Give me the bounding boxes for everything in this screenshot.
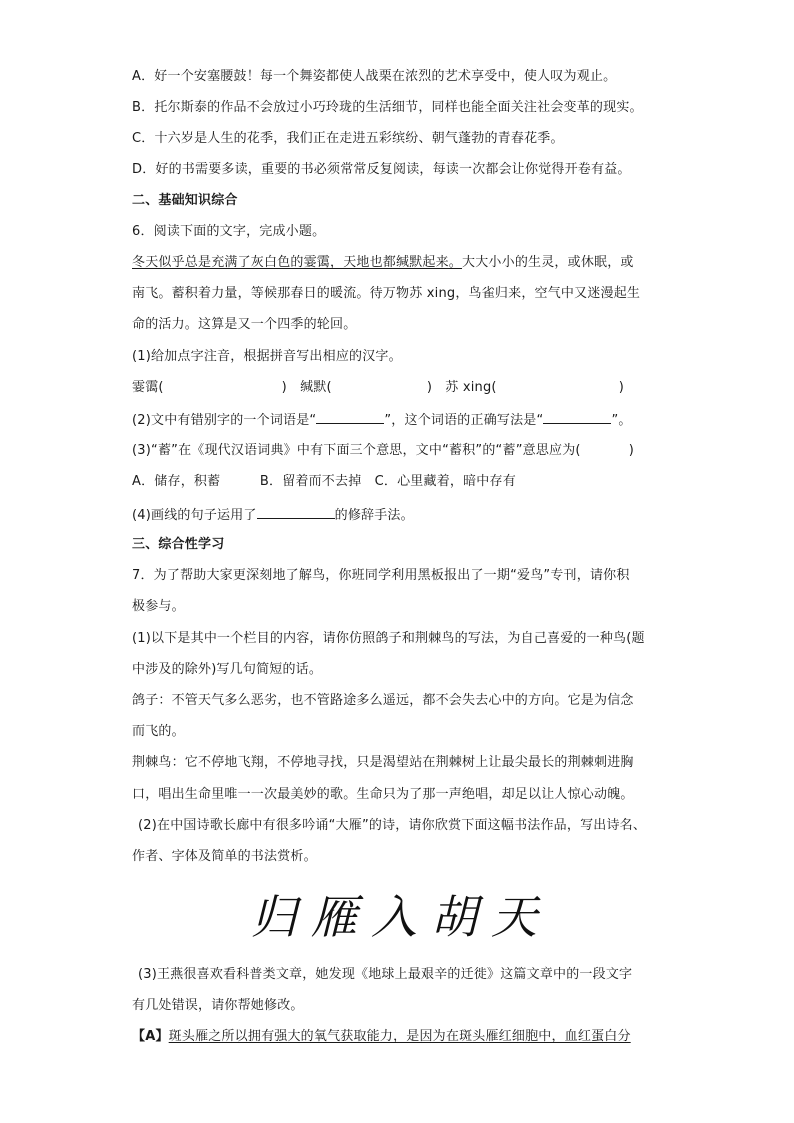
question-7-line-2: 极参与。 — [132, 599, 185, 614]
sub-question-3-close: ) — [628, 443, 634, 458]
option-d: D．好的书需要多读，重要的书必须常常反复阅读，每读一次都会让你觉得开卷有益。 — [132, 162, 631, 177]
sub-question-3-options: A．储存，积蓄 B．留着而不去掉 C．心里藏着，暗中存有 — [132, 474, 516, 489]
answer-blank-correct-word[interactable] — [543, 410, 611, 424]
q7-sub-3-line-2: 有几处错误，请你帮她修改。 — [132, 998, 304, 1013]
q7-sub-3-line-1: (3)王燕很喜欢看科普类文章，她发现《地球上最艰辛的迁徙》这篇文章中的一段文字 — [138, 967, 633, 982]
sub-question-2-part-1: (2)文中有错别字的一个词语是“ — [132, 413, 317, 428]
q7-sub-2-line-1: (2)在中国诗歌长廊中有很多吟诵“大雁”的诗，请你欣赏下面这幅书法作品，写出诗名、 — [138, 818, 647, 833]
question-7-line-1: 7．为了帮助大家更深刻地了解鸟，你班同学利用黑板报出了一期“爱鸟”专刊，请你积 — [132, 568, 630, 583]
answer-blank-wrong-word[interactable] — [316, 410, 384, 424]
underlined-sentence: 冬天似乎总是充满了灰白色的霎霭，天地也都缄默起来。 — [132, 255, 463, 270]
passage-a-tag: 【A】 — [132, 1029, 169, 1044]
passage-line-2: 南飞。蓄积着力量，等候那春日的暖流。待万物苏 xing，鸟雀归来，空气中又迷漫起生 — [132, 286, 641, 301]
passage-line-1-rest: 大大小小的生灵，或休眠，或 — [462, 255, 634, 270]
dove-line-2: 而飞的。 — [132, 724, 185, 739]
sub-question-2 — [132, 410, 672, 430]
sub-question-2-part-3: ”。 — [611, 413, 632, 428]
thornbird-line-2: 口，唱出生命里唯一一次最美妙的歌。生命只为了那一声绝唱，却足以让人惊心动魄。 — [132, 787, 634, 802]
q7-sub-2-line-2: 作者、字体及简单的书法赏析。 — [132, 849, 317, 864]
passage-a-text: 斑头雁之所以拥有强大的氧气获取能力，是因为在斑头雁红细胞中，血红蛋白分 — [168, 1029, 631, 1044]
section-3-heading: 三、综合性学习 — [132, 537, 225, 552]
section-2-heading: 二、基础知识综合 — [132, 193, 238, 208]
sub-question-4 — [132, 505, 672, 525]
calligraphy-text: 归雁入胡天 — [251, 890, 551, 944]
q7-sub-1-line-2: 中涉及的除外)写几句简短的话。 — [132, 662, 323, 677]
word-1: 霎霭( — [132, 380, 164, 395]
question-6-intro: 6．阅读下面的文字，完成小题。 — [132, 224, 326, 239]
word-2: ) 缄默( — [281, 380, 332, 395]
passage-line-3: 命的活力。这算是又一个四季的轮回。 — [132, 317, 357, 332]
passage-a-line — [132, 1028, 672, 1046]
sub-question-4-part-1: (4)画线的句子运用了 — [132, 508, 257, 523]
option-b: B．托尔斯泰的作品不会放过小巧玲珑的生活细节，同样也能全面关注社会变革的现实。 — [132, 100, 643, 115]
sub-question-3-text: (3)“蓄”在《现代汉语词典》中有下面三个意思，文中“蓄积”的“蓄”意思应为( — [132, 443, 581, 458]
option-a: A．好一个安塞腰鼓！每一个舞姿都使人战栗在浓烈的艺术享受中，使人叹为观止。 — [132, 69, 617, 84]
q7-sub-1-line-1: (1)以下是其中一个栏目的内容，请你仿照鸽子和荆棘鸟的写法，为自己喜爱的一种鸟(题 — [132, 631, 645, 646]
pinyin-answer-row — [132, 379, 672, 397]
answer-blank-rhetoric[interactable] — [257, 505, 335, 519]
sub-question-2-part-2: ”，这个词语的正确写法是“ — [384, 413, 544, 428]
sub-question-1: (1)给加点字注音，根据拼音写出相应的汉字。 — [132, 349, 402, 364]
calligraphy-image — [236, 885, 566, 945]
passage-line-1 — [132, 254, 672, 272]
word-3: ) 苏 xing( — [426, 380, 497, 395]
option-c: C．十六岁是人生的花季，我们正在走进五彩缤纷、朝气蓬勃的青春花季。 — [132, 131, 564, 146]
word-3-close: ) — [618, 380, 624, 395]
calligraphy-artwork — [236, 885, 566, 945]
dove-line-1: 鸽子：不管天气多么恶劣，也不管路途多么遥远，都不会失去心中的方向。它是为信念 — [132, 693, 634, 708]
sub-question-4-part-2: 的修辞手法。 — [334, 508, 414, 523]
sub-question-3 — [132, 442, 672, 460]
thornbird-line-1: 荆棘鸟：它不停地飞翔，不停地寻找，只是渴望站在荆棘树上让最尖最长的荆棘刺进胸 — [132, 755, 634, 770]
